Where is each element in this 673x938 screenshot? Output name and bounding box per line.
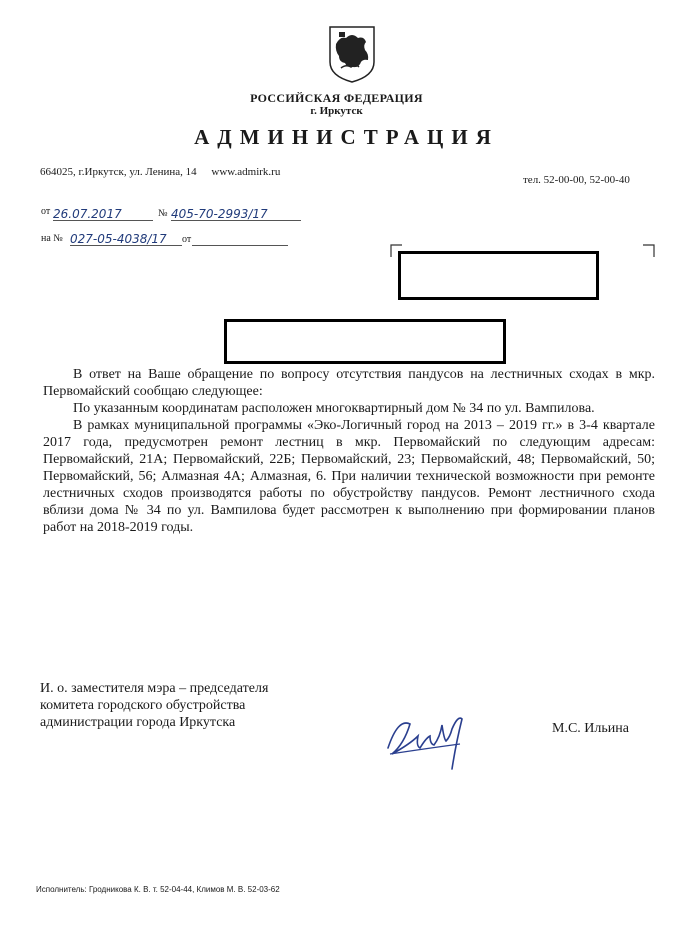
organization-title: АДМИНИСТРАЦИЯ xyxy=(194,125,499,149)
reply-number-field xyxy=(70,230,182,246)
reply-number-value: 027-05-4038/17 xyxy=(70,232,167,246)
executors-line: Исполнитель: Гродникова К. В. т. 52-04-44, Климов М. В. 52-03-62 xyxy=(36,885,280,894)
position-line-2: комитета городского обустройства xyxy=(40,698,246,713)
number-value: 405-70-2993/17 xyxy=(171,207,268,221)
position-line-3: администрации города Иркутска xyxy=(40,715,236,730)
country-name: РОССИЙСКАЯ ФЕДЕРАЦИЯ xyxy=(250,91,423,105)
signer-name: М.С. Ильина xyxy=(552,721,629,736)
redacted-addressee xyxy=(398,251,599,300)
letter-body xyxy=(43,366,655,536)
reply-date-label: от xyxy=(182,234,192,245)
postal-address: 664025, г.Иркутск, ул. Ленина, 14 xyxy=(40,166,197,178)
phone-numbers: тел. 52-00-00, 52-00-40 xyxy=(523,174,630,186)
signer-position xyxy=(40,680,268,731)
date-field xyxy=(53,205,153,221)
address-line xyxy=(40,166,280,178)
paragraph-2: По указанным координатам расположен многоквартирный дом № 34 по ул. Вампилова. xyxy=(73,401,595,416)
website-link[interactable]: www.admirk.ru xyxy=(211,166,281,178)
irkutsk-coat-of-arms-icon xyxy=(327,24,377,84)
position-line-1: И. о. заместителя мэра – председателя xyxy=(40,681,269,696)
reply-label: на № xyxy=(41,233,63,244)
redacted-salutation xyxy=(224,319,506,364)
number-field xyxy=(171,205,301,221)
paragraph-3: В рамках муниципальной программы «Эко-Логичный город на 2013 – 2019 гг.» в 3-4 квартале 2017 года, предусмотрен ремонт лестниц в мкр. Первомайский по следующим адресам: Первомайский, 21А; Первомайский, 22Б; Первомайский, 23; Первомайский, 48; Первомайский, 50; Первомайский, 56; Алмазная 4А; Алмазная, 6. При наличии технической возможности при ремонте лестничных сходов производятся работы по обустройству пандусов. Ремонт лестничного схода вблизи дома № 34 по ул. Вампилова будет рассмотрен к выполнению при формировании планов работ на 2018-2019 годы. xyxy=(43,418,655,535)
city-name: г. Иркутск xyxy=(310,105,363,117)
handwritten-signature xyxy=(382,704,482,778)
paragraph-1: В ответ на Ваше обращение по вопросу отсутствия пандусов на лестничных сходах в мкр. Первомайский сообщаю следующее: xyxy=(43,367,655,399)
reply-date-field xyxy=(192,230,288,246)
date-label: от xyxy=(41,206,51,217)
number-label: № xyxy=(158,208,168,219)
date-value: 26.07.2017 xyxy=(53,207,122,221)
